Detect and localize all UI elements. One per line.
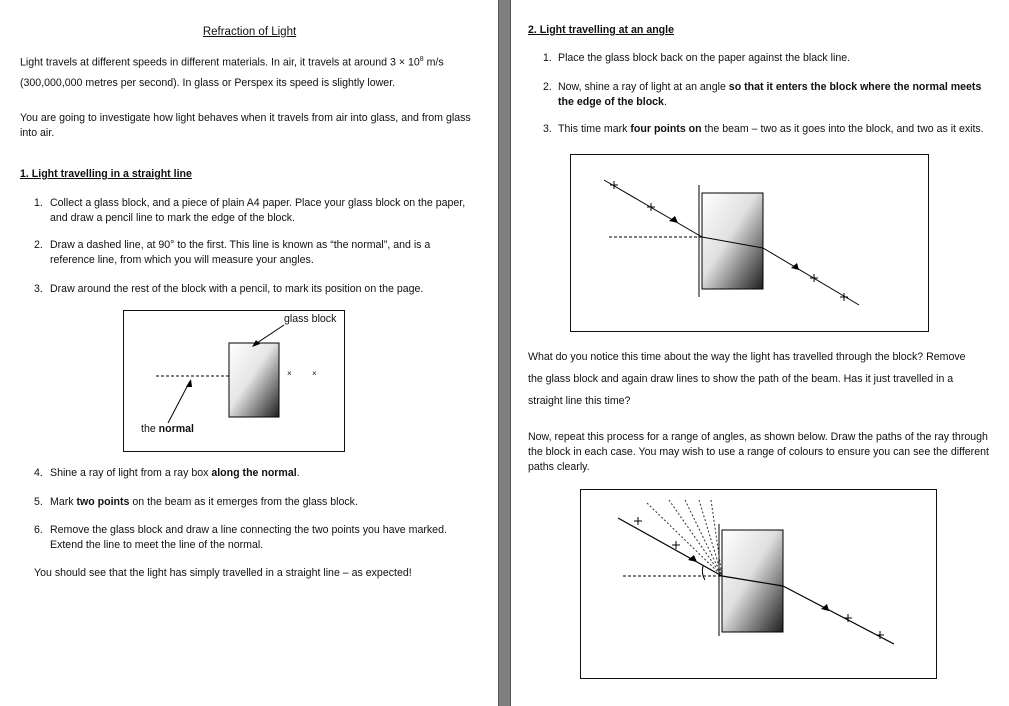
ray-arrow-in [669,216,678,223]
question-line-1: What do you notice this time about the way the light has travelled through the block? Remove [528,351,966,363]
left-page [0,0,499,706]
incident-ray [604,180,702,237]
page-title: Refraction of Light [202,26,297,38]
repeat-paragraph: Now, repeat this process for a range of angles, as shown below. Draw the paths of the ray through the block in each case. You may wish to use a range of colours to ensure you can see the different paths clearly. [528,431,989,473]
intro-line-1: Light travels at different speeds in different materials. In air, it travels at around $3 \times 10^8$ m/s [20,56,444,69]
step-1-text: Collect a glass block, and a piece of plain A4 paper. Place your glass block on the paper, and draw a pencil line to mark the edge of the block. [50,197,466,224]
question-line-2: the glass block and again draw lines to show the path of the beam. Has it just travelled in a [528,373,954,385]
emergent-ray [763,248,859,305]
figure-straight-line [123,310,345,452]
normal-pointer-head [186,379,192,387]
glass-block [702,193,763,289]
s3-number: 3. [543,123,552,135]
question-line-3: straight line this time? [528,395,631,407]
step-3-text: Draw around the rest of the block with a pencil, to mark its position on the page. [50,283,424,295]
mark-point-1: × [287,369,292,378]
glass-block [229,343,279,417]
step-5-number: 5. [34,496,43,508]
figure-3-drawing [581,490,936,678]
s2-text: Now, shine a ray of light at an angle so that it enters the block where the normal meets the edge of the block. [558,81,982,108]
s2-number: 2. [543,81,552,93]
figure-2-drawing [571,155,928,331]
step-4-number: 4. [34,467,43,479]
glass-pointer [254,325,284,345]
conclusion-text: You should see that the light has simply travelled in a straight line – as expected! [34,567,412,579]
right-page [510,0,1009,706]
figure-range-of-angles [580,489,937,679]
section-2-heading: 2. Light travelling at an angle [528,24,674,36]
s3-text: This time mark four points on the beam – two as it goes into the block, and two as it exits. [558,123,984,135]
glass-block-label: glass block [284,313,337,325]
intro-line-2: (300,000,000 metres per second). In glass or Perspex its speed is slightly lower. [20,77,396,89]
figure-angle [570,154,929,332]
intro-paragraph: You are going to investigate how light behaves when it travels from air into glass, and from glass into air. [20,112,471,139]
step-6-text: Remove the glass block and draw a line connecting the two points you have marked. Extend the line to meet the line of the normal. [50,524,447,551]
section-1-heading: 1. Light travelling in a straight line [20,168,192,180]
normal-pointer [168,381,190,423]
ray-arrow-out [821,604,829,611]
step-1-number: 1. [34,197,43,209]
normal-label: the normal [141,423,194,435]
alternate-rays [647,500,722,576]
step-6-number: 6. [34,524,43,536]
ray-arrow-in [688,555,697,562]
step-2-number: 2. [34,239,43,251]
s1-text: Place the glass block back on the paper against the black line. [558,52,851,64]
step-3-number: 3. [34,283,43,295]
mark-point-2: × [312,369,317,378]
angle-arc [702,566,705,580]
step-4-text: Shine a ray of light from a ray box along the normal. [50,467,300,479]
step-2-text: Draw a dashed line, at 90° to the first. This line is known as “the normal”, and is a reference line, from which you will measure your angles. [50,239,431,266]
step-5-text: Mark two points on the beam as it emerges from the glass block. [50,496,358,508]
ray-arrow-out [791,263,799,270]
s1-number: 1. [543,52,552,64]
incident-ray [618,518,722,576]
